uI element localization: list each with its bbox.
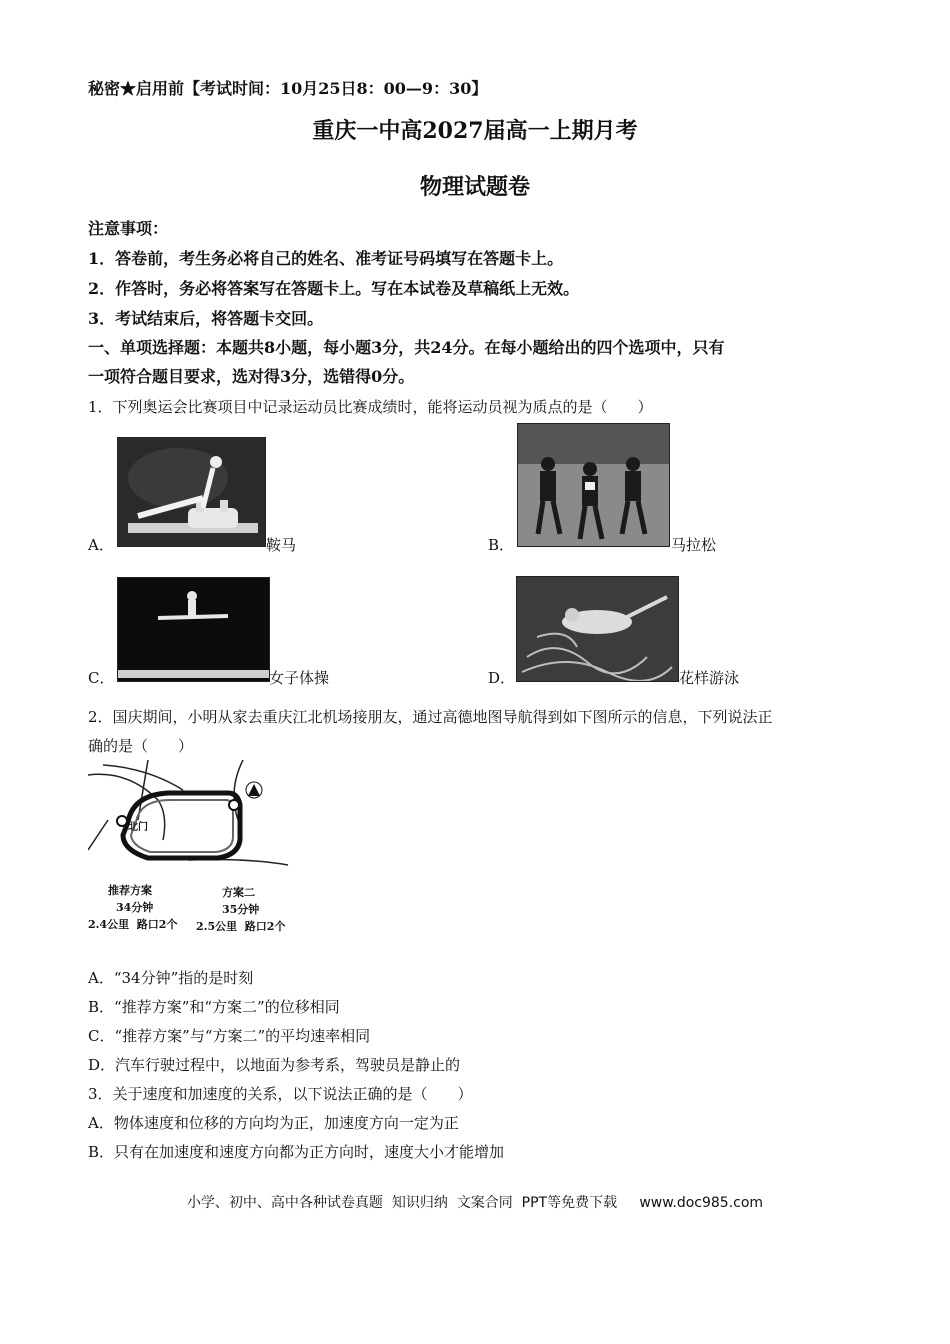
question-2-option-c: C．“推荐方案”与“方案二”的平均速率相同 xyxy=(88,1027,371,1045)
question-3-option-a: A．物体速度和位移的方向均为正，加速度方向一定为正 xyxy=(88,1114,459,1132)
question-2-stem: 2．国庆期间，小明从家去重庆江北机场接朋友，通过高德地图导航得到如下图所示的信息，下列说法正 xyxy=(88,708,773,726)
secret-line: 秘密★启用前【考试时间：10月25日8：00—9：30】 xyxy=(88,79,488,98)
notice-heading: 注意事项： xyxy=(88,219,169,238)
option-c-letter: C． xyxy=(88,669,115,687)
plan-1-detail: 2.4公里 路口2个 xyxy=(88,918,178,931)
option-c-label: 女子体操 xyxy=(269,669,330,687)
footer-text: 小学、初中、高中各种试卷真题 知识归纳 文案合同 PPT等免费下载 www.doc985.com xyxy=(186,1195,764,1211)
exam-title: 重庆一中高2027届高一上期月考 xyxy=(312,118,638,144)
option-b-letter: B． xyxy=(488,536,515,554)
notice-item: 3．考试结束后，将答题卡交回。 xyxy=(88,309,324,328)
notice-item: 1．答卷前，考生务必将自己的姓名、准考证号码填写在答题卡上。 xyxy=(88,249,564,268)
question-2-option-d: D．汽车行驶过程中，以地面为参考系，驾驶员是静止的 xyxy=(88,1056,461,1074)
map-label-north-gate: 北门 xyxy=(128,822,148,833)
plan-1-time: 34分钟 xyxy=(116,901,154,914)
question-2-option-a: A．“34分钟”指的是时刻 xyxy=(88,969,254,987)
section-heading: 一、单项选择题：本题共8小题，每小题3分，共24分。在每小题给出的四个选项中，只有 xyxy=(88,338,725,357)
question-3-option-b: B．只有在加速度和速度方向都为正方向时，速度大小才能增加 xyxy=(88,1143,505,1161)
pommel-horse-photo xyxy=(117,437,266,547)
gymnastics-photo xyxy=(117,577,270,682)
option-a-letter: A． xyxy=(88,536,114,554)
marathon-photo xyxy=(517,423,670,547)
plan-2-name: 方案二 xyxy=(222,886,255,899)
notice-item: 2．作答时，务必将答案写在答题卡上。写在本试卷及草稿纸上无效。 xyxy=(88,279,580,298)
plan-2-time: 35分钟 xyxy=(222,903,260,916)
plan-1-name: 推荐方案 xyxy=(108,884,152,897)
swimming-photo xyxy=(516,576,679,682)
question-2-option-b: B．“推荐方案”和“方案二”的位移相同 xyxy=(88,998,340,1016)
option-d-letter: D． xyxy=(488,669,516,687)
option-a-label: 鞍马 xyxy=(266,536,297,554)
question-3-stem: 3．关于速度和加速度的关系，以下说法正确的是（ ） xyxy=(88,1085,473,1103)
plan-2-detail: 2.5公里 路口2个 xyxy=(196,920,286,933)
question-1-stem: 1．下列奥运会比赛项目中记录运动员比赛成绩时，能将运动员视为质点的是（ ） xyxy=(88,398,653,416)
option-b-label: 马拉松 xyxy=(671,536,717,554)
section-heading-cont: 一项符合题目要求，选对得3分，选错得0分。 xyxy=(88,367,415,386)
exam-subtitle: 物理试题卷 xyxy=(419,174,530,200)
question-2-stem-cont: 确的是（ ） xyxy=(88,737,194,755)
option-d-label: 花样游泳 xyxy=(679,669,740,687)
navigation-map xyxy=(88,760,298,940)
